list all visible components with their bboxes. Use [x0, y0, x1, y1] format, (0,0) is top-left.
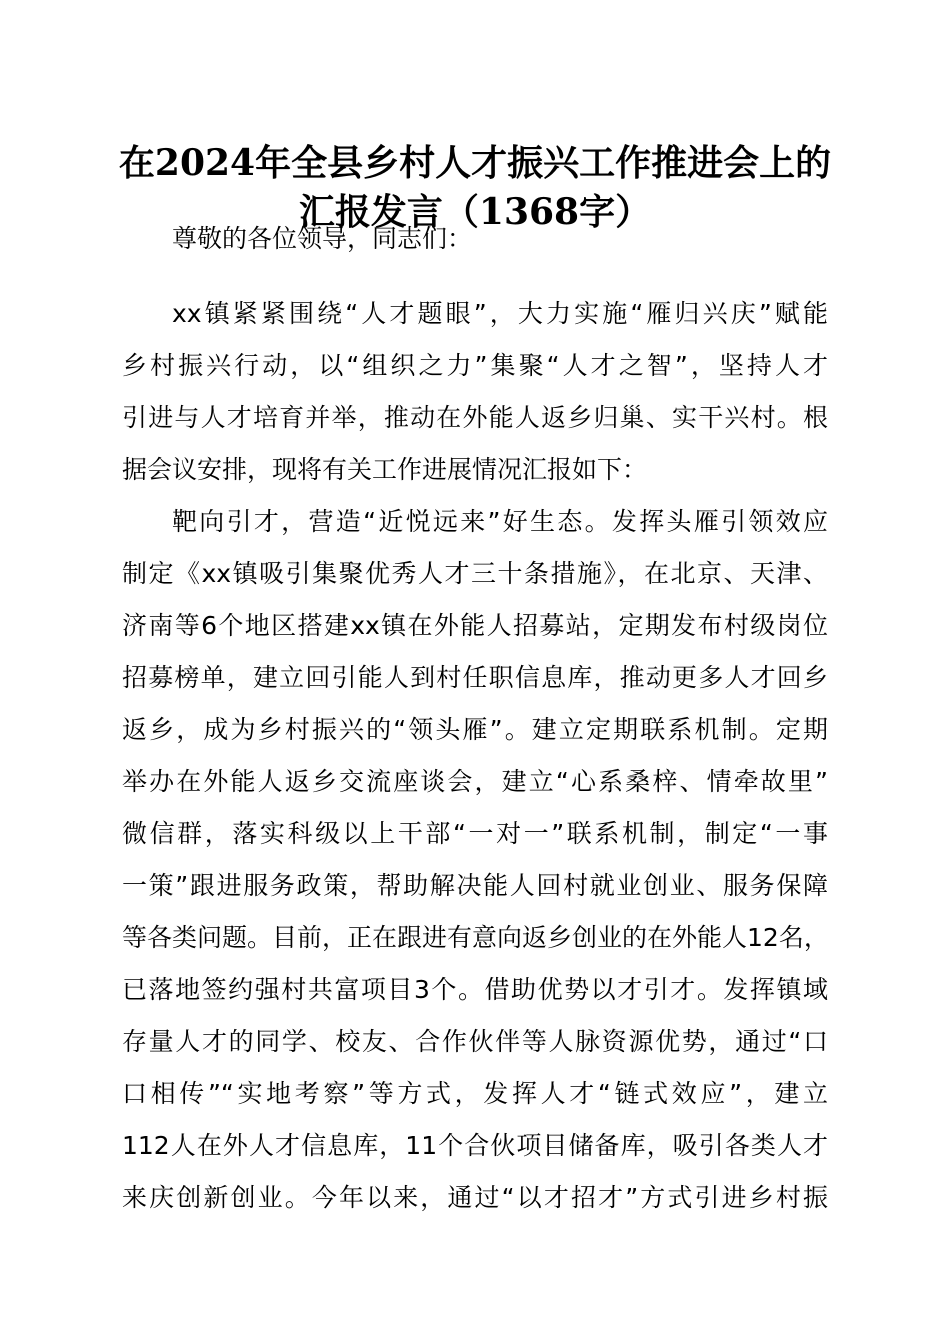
paragraph-2-line: 济南等6个地区搭建xx镇在外能人招募站，定期发布村级岗位: [122, 611, 828, 640]
document-title-line-2: 汇报发言（1368字）: [298, 191, 652, 233]
document-title-line-1: 在2024年全县乡村人才振兴工作推进会上的: [118, 142, 832, 184]
paragraph-1-line: 引进与人才培育并举，推动在外能人返乡归巢、实干兴村。根: [122, 403, 828, 432]
paragraph-2-line: 招募榜单，建立回引能人到村任职信息库，推动更多人才回乡: [122, 663, 828, 692]
paragraph-1-line: 据会议安排，现将有关工作进展情况汇报如下：: [122, 455, 648, 484]
salutation: 尊敬的各位领导，同志们：: [172, 224, 473, 253]
paragraph-2-line: 一策”跟进服务政策，帮助解决能人回村就业创业、服务保障: [122, 871, 828, 900]
paragraph-2-line: 已落地签约强村共富项目3个。借助优势以才引才。发挥镇域: [122, 975, 828, 1004]
paragraph-2-line: 来庆创新创业。今年以来，通过“以才招才”方式引进乡村振: [122, 1183, 828, 1212]
paragraph-1-line: 乡村振兴行动，以“组织之力”集聚“人才之智”，坚持人才: [122, 351, 828, 380]
paragraph-2-line: 存量人才的同学、校友、合作伙伴等人脉资源优势，通过“口: [122, 1027, 828, 1056]
paragraph-2-line: 微信群，落实科级以上干部“一对一”联系机制，制定“一事: [122, 819, 828, 848]
paragraph-2-line: 靶向引才，营造“近悦远来”好生态。发挥头雁引领效应: [172, 507, 828, 536]
paragraph-2-line: 口相传”“实地考察”等方式，发挥人才“链式效应”，建立: [122, 1079, 828, 1108]
paragraph-2-line: 制定《xx镇吸引集聚优秀人才三十条措施》，在北京、天津、: [122, 559, 828, 588]
paragraph-1-line: xx镇紧紧围绕“人才题眼”，大力实施“雁归兴庆”赋能: [172, 299, 828, 328]
paragraph-2-line: 举办在外能人返乡交流座谈会，建立“心系桑梓、情牵故里”: [122, 767, 828, 796]
paragraph-2-line: 返乡，成为乡村振兴的“领头雁”。建立定期联系机制。定期: [122, 715, 828, 744]
paragraph-2-line: 等各类问题。目前，正在跟进有意向返乡创业的在外能人12名，: [122, 923, 829, 952]
paragraph-2-line: 112人在外人才信息库，11个合伙项目储备库，吸引各类人才: [122, 1131, 828, 1160]
